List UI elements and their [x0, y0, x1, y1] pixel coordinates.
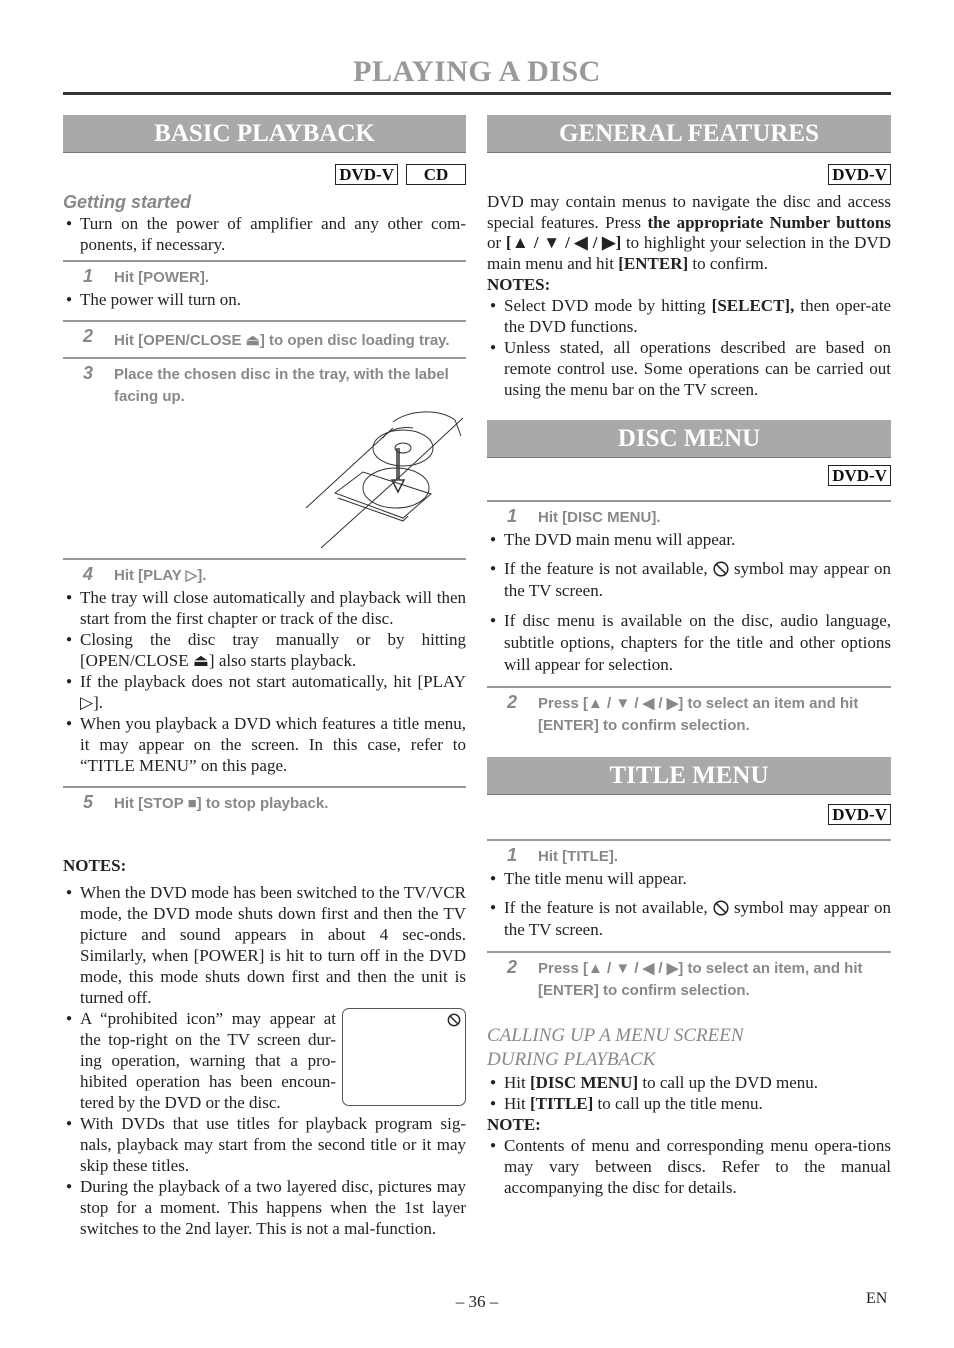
tv-screen-illustration: [342, 1008, 466, 1106]
basic-badges: [63, 164, 466, 186]
right-column: [487, 115, 891, 1198]
dvd-v-badge: DVD-V: [828, 164, 891, 185]
title-menu-bullet: ● The title menu will appear.: [487, 868, 891, 889]
page-number: – 36 –: [455, 1292, 499, 1311]
note-item: ● Contents of menu and corresponding menu opera-tions may vary between discs. Refer to the manual accompanying the disc for details.: [487, 1135, 891, 1198]
general-features-heading: GENERAL FEATURES: [487, 115, 891, 153]
step-instruction: Hit [OPEN/CLOSE ⏏] to open disc loading tray.: [114, 332, 450, 349]
step-instruction: Press [▲ / ▼ / ◀ / ▶] to select an item and hit [ENTER] to confirm selection.: [538, 695, 859, 734]
step-2: [63, 320, 466, 352]
basic-playback-section: [63, 115, 466, 1239]
calling-bullet: ● Hit [TITLE] to call up the title menu.: [487, 1093, 891, 1114]
dvd-v-badge: DVD-V: [828, 804, 891, 825]
prohibited-icon: [447, 1013, 461, 1027]
step-number: 2: [83, 326, 94, 346]
note-item: ● During the playback of a two layered disc, pictures may stop for a moment. This happens when the 1st layer switches to the 2nd layer. This is not a mal-function.: [63, 1176, 466, 1239]
disc-menu-badges: [487, 465, 891, 487]
step-number: 4: [83, 564, 94, 584]
intro-bullet: ● Turn on the power of amplifier and any other com-ponents, if necessary.: [63, 213, 466, 255]
step-number: 1: [507, 506, 518, 526]
title-menu-bullet: ● If the feature is not available, symbol may appear on the TV screen.: [487, 897, 891, 941]
disc-menu-bullet: ● If disc menu is available on the disc, audio language, subtitle options, chapters for the title and other options will appear for selection.: [487, 610, 891, 676]
step-instruction: Hit [TITLE].: [538, 848, 618, 865]
title-menu-step-1: [487, 839, 891, 868]
note-item: ● When the DVD mode has been switched to the TV/VCR mode, the DVD mode shuts down first and then the TV picture and sound appears in about 4 sec-onds. Similarly, when [POWER] is hit to turn off in the DVD mode, this mode shuts down first and then the unit is turned off.: [63, 882, 466, 1008]
step-number: 1: [83, 266, 94, 286]
prohibited-note-block: [63, 1008, 466, 1113]
step-4-bullet: ● Closing the disc tray manually or by hitting [OPEN/CLOSE ⏏] also starts playback.: [63, 629, 466, 671]
step-instruction: Hit [DISC MENU].: [538, 509, 661, 526]
step-number: 2: [507, 957, 518, 977]
step-4-bullet: ● When you playback a DVD which features a title menu, it may appear on the screen. In this case, refer to “TITLE MENU” on this page.: [63, 713, 466, 776]
step-number: 1: [507, 845, 518, 865]
language-code: EN: [866, 1290, 888, 1307]
step-4: [63, 558, 466, 587]
prohibited-icon: [713, 900, 729, 916]
dvd-v-badge: DVD-V: [828, 465, 891, 486]
step-instruction: Hit [POWER].: [114, 269, 209, 286]
title-menu-badges: [487, 804, 891, 826]
prohibited-icon: [713, 561, 729, 577]
notes-heading: NOTES:: [63, 856, 127, 875]
general-note: ● Unless stated, all operations described are based on remote control use. Some operations can be carried out using the menu bar on the TV screen.: [487, 337, 891, 400]
step-number: 3: [83, 363, 94, 383]
general-paragraph: DVD may contain menus to navigate the disc and access special features. Press the appropriate Number buttons or [▲ / ▼ / ◀ / ▶] to highlight your selection in the DVD main menu and hit [ENTER] to confirm.: [487, 192, 891, 273]
title-rule: [63, 92, 891, 95]
general-notes-heading: NOTES:: [487, 275, 551, 294]
step-5: [63, 786, 466, 815]
page-title: PLAYING A DISC: [353, 55, 601, 88]
step-instruction: Press [▲ / ▼ / ◀ / ▶] to select an item, and hit [ENTER] to confirm selection.: [538, 960, 863, 999]
step-1-bullet: ● The power will turn on.: [63, 289, 466, 310]
general-badges: [487, 164, 891, 186]
note-item: ● A “prohibited icon” may appear at the top-right on the TV screen dur-ing operation, warning that a pro-hibited operation has been encoun-tered by the DVD or the disc.: [63, 1008, 336, 1113]
disc-menu-step-1: [487, 500, 891, 529]
disc-menu-heading: DISC MENU: [487, 420, 891, 458]
calling-menu-heading: CALLING UP A MENU SCREEN DURING PLAYBACK: [487, 1025, 744, 1070]
dvd-v-badge: DVD-V: [335, 164, 398, 185]
basic-playback-heading: BASIC PLAYBACK: [63, 115, 466, 153]
title-menu-step-2: [487, 951, 891, 1002]
step-number: 2: [507, 692, 518, 712]
disc-tray-illustration: [63, 408, 466, 548]
disc-menu-step-2: [487, 686, 891, 737]
disc-tray-drawing: [63, 408, 466, 548]
step-4-bullet: ● The tray will close automatically and playback will then start from the first chapter or track of the disc.: [63, 587, 466, 629]
step-number: 5: [83, 792, 94, 812]
step-1: [63, 260, 466, 289]
step-instruction: Hit [STOP ■] to stop playback.: [114, 795, 329, 812]
step-instruction: Hit [PLAY ▷].: [114, 567, 207, 584]
note-heading: NOTE:: [487, 1115, 541, 1134]
cd-badge: CD: [406, 164, 466, 185]
note-item: ● With DVDs that use titles for playback program sig-nals, playback may start from the second title or it may skip these titles.: [63, 1113, 466, 1176]
getting-started-heading: Getting started: [63, 192, 192, 212]
disc-menu-bullet: ● If the feature is not available, symbol may appear on the TV screen.: [487, 558, 891, 602]
calling-bullet: ● Hit [DISC MENU] to call up the DVD menu.: [487, 1072, 891, 1093]
step-instruction: Place the chosen disc in the tray, with the label facing up.: [114, 366, 449, 405]
title-menu-heading: TITLE MENU: [487, 757, 891, 795]
disc-menu-bullet: ● The DVD main menu will appear.: [487, 529, 891, 550]
step-4-bullet: ● If the playback does not start automatically, hit [PLAY ▷].: [63, 671, 466, 713]
general-note: ● Select DVD mode by hitting [SELECT], then oper-ate the DVD functions.: [487, 295, 891, 337]
step-3: [63, 357, 466, 408]
